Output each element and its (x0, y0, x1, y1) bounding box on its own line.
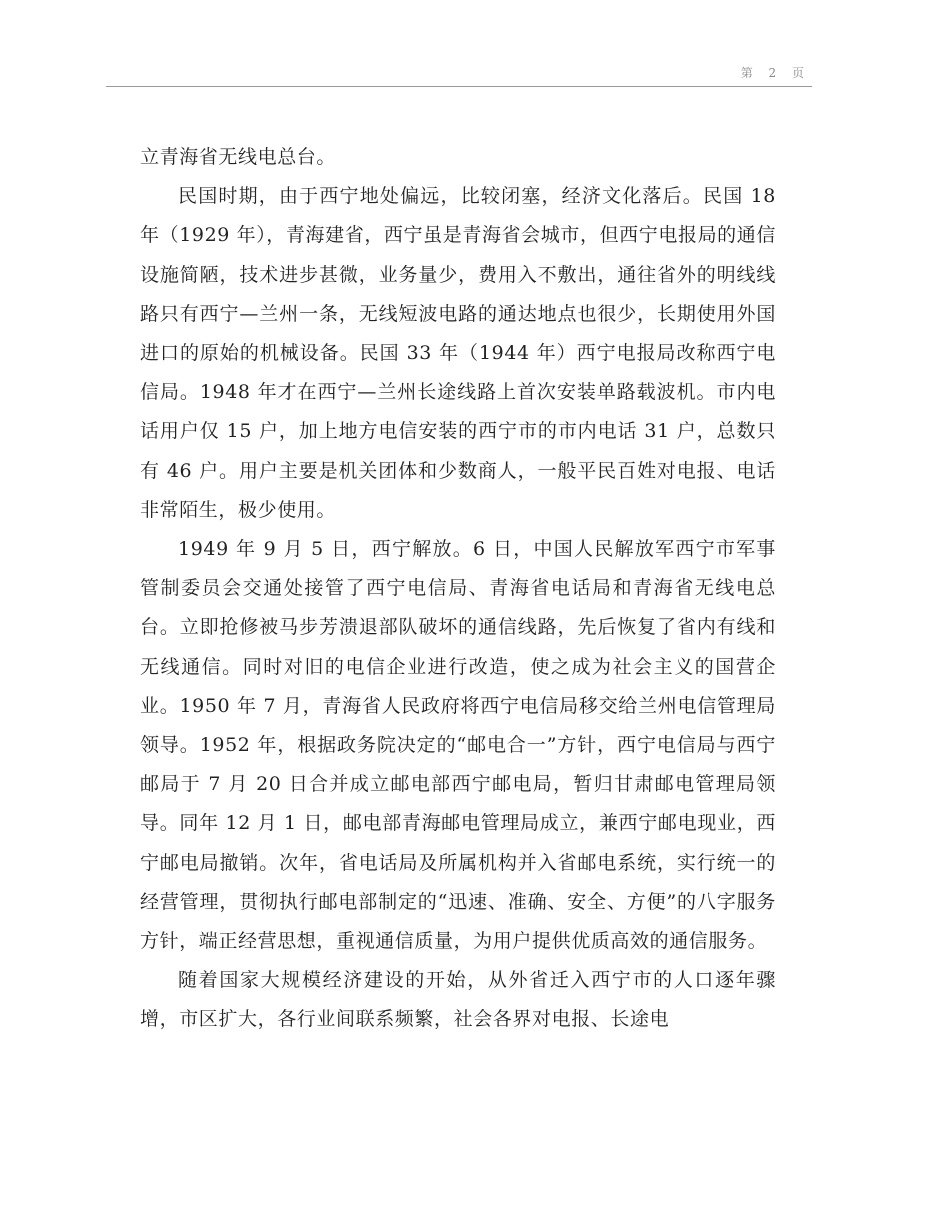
paragraph-continuation: 立青海省无线电总台。 (140, 146, 337, 168)
page-number: 第 2 页 (740, 66, 810, 80)
page-header (106, 60, 812, 87)
paragraph-economic-construction: 随着国家大规模经济建设的开始，从外省迁入西宁市的人口逐年骤增，市区扩大，各行业间联系频繁，社会各界对电报、长途电 (140, 969, 776, 1031)
body-text (140, 138, 776, 1040)
paragraph-republic-era: 民国时期，由于西宁地处偏远，比较闭塞，经济文化落后。民国 18 年（1929 年），青海建省，西宁虽是青海省会城市，但西宁电报局的通信设施简陋，技术进步甚微，业务量少，费用入不敷出，通往省外的明线线路只有西宁—兰州一条，无线短波电路的通达地点也很少，长期使用外国进口的原始的机械设备。民国 33 年（1944 年）西宁电报局改称西宁电信局。1948 年才在西宁—兰州长途线路上首次安装单路载波机。市内电话用户仅 15 户，加上地方电信安装的西宁市的市内电话 31 户，总数只有 46 户。用户主要是机关团体和少数商人，一般平民百姓对电报、电话非常陌生，极少使用。 (140, 185, 776, 521)
paragraph-liberation: 1949 年 9 月 5 日，西宁解放。6 日，中国人民解放军西宁市军事管制委员会交通处接管了西宁电信局、青海省电话局和青海省无线电总台。立即抢修被马步芳溃退部队破坏的通信线路，先后恢复了省内有线和无线通信。同时对旧的电信企业进行改造，使之成为社会主义的国营企业。1950 年 7 月，青海省人民政府将西宁电信局移交给兰州电信管理局领导。1952 年，根据政务院决定的“邮电合一”方针，西宁电信局与西宁邮局于 7 月 20 日合并成立邮电部西宁邮电局，暂归甘肃邮电管理局领导。同年 12 月 1 日，邮电部青海邮电管理局成立，兼西宁邮电现业，西宁邮电局撤销。次年，省电话局及所属机构并入省邮电系统，实行统一的经营管理，贯彻执行邮电部制定的“迅速、准确、安全、方便”的八字服务方针，端正经营思想，重视通信质量，为用户提供优质高效的通信服务。 (140, 538, 776, 953)
